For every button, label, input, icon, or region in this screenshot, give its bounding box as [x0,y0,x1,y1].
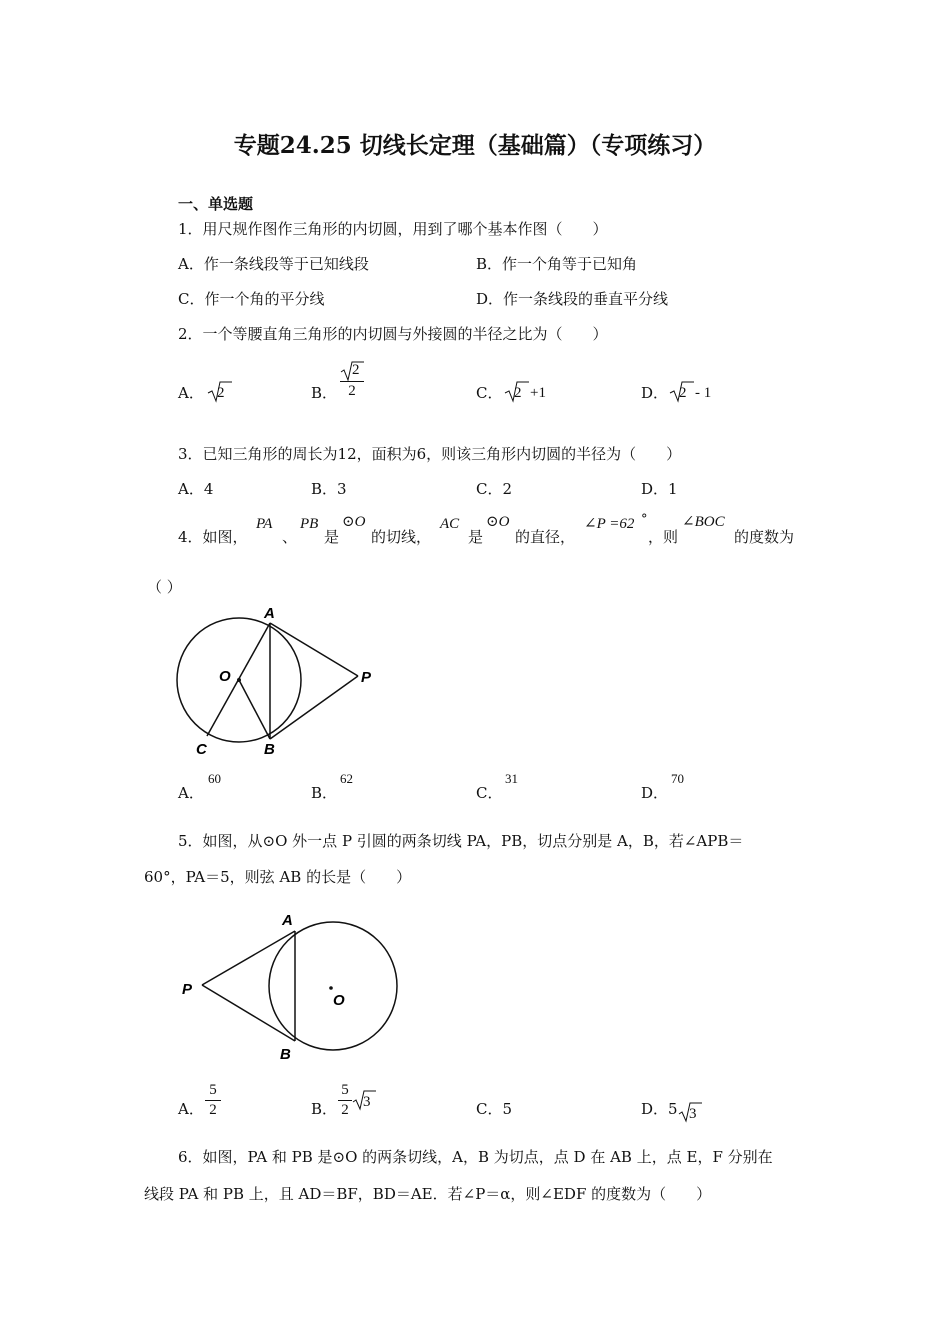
question-4-pa: PA [256,516,273,532]
question-1-option-b: B．作一个角等于已知角 [476,255,638,273]
question-6-line-1: 6．如图，PA 和 PB 是⊙O 的两条切线，A，B 为切点，点 D 在 AB 上，点 E，F 分别在 [178,1148,773,1166]
question-4-degree: ° [641,512,648,527]
fraction-numerator: 5 [341,1082,349,1098]
question-5-option-a-label: A． [178,1100,204,1118]
question-2-option-c-label: C． [476,384,503,402]
question-4-paren: （ ） [147,578,182,596]
label-b: B [280,1046,291,1063]
question-1-option-a: A．作一条线段等于已知线段 [178,255,369,273]
question-4-option-d-label: D． [641,784,669,802]
question-1-option-d: D．作一条线段的垂直平分线 [476,290,669,308]
question-6-line-2: 线段 PA 和 PB 上，且 AD＝BF，BD＝AE．若∠P＝α，则∠EDF 的度数为（ ） [144,1185,712,1203]
question-5-option-a-fraction [205,1082,221,1119]
question-4-is-2: 是 [468,528,484,546]
question-5-option-b-label: B． [311,1100,338,1118]
question-5-option-d-radicand: 3 [689,1106,697,1122]
question-2-option-c-radicand: 2 [514,385,522,401]
question-4-is-1: 是 [324,528,340,546]
radius-ob [239,680,270,739]
fraction-denominator: 2 [341,1102,349,1118]
question-2-option-b-label: B． [311,384,338,402]
section-heading: 一、单选题 [178,195,254,213]
question-4-diameter: 的直径， [515,528,576,546]
question-3-option-b: B．3 [311,480,347,498]
label-b: B [264,741,275,758]
question-2-option-d-radicand: 2 [679,385,687,401]
fraction-numerator: 2 [352,362,360,378]
tangent-pa [202,931,295,985]
question-4-circle-o-1: ⊙O [342,514,366,530]
question-1-stem: 1．用尺规作图作三角形的内切圆，用到了哪个基本作图（ ） [178,220,608,238]
question-4-circle-o-2: ⊙O [486,514,510,530]
question-4-angle-boc: ∠BOC [682,514,725,530]
question-4-option-d-value: 70 [671,771,684,786]
question-2-option-c-tail: +1 [530,385,546,401]
question-4-ac: AC [440,516,460,532]
question-5-option-c: C．5 [476,1100,513,1118]
label-o: O [333,992,345,1009]
question-3-option-c: C．2 [476,480,513,498]
circle-o [269,922,397,1050]
question-2-option-a-label: A． [178,384,204,402]
question-5-option-b-radicand: 3 [363,1094,371,1110]
label-p: P [182,981,193,998]
question-2-option-d-label: D． [641,384,669,402]
question-4-angle-p: ∠P =62 [584,516,635,532]
question-2-stem: 2．一个等腰直角三角形的内切圆与外接圆的半径之比为（ ） [178,325,608,343]
question-4-option-c-label: C． [476,784,503,802]
question-3-option-a: A．4 [178,480,214,498]
tangent-pb [202,985,295,1041]
question-4-option-b-label: B． [311,784,338,802]
question-5-figure [178,905,408,1070]
question-2-option-d-tail: - 1 [695,385,712,401]
question-4-ask: 的度数为 [734,528,795,546]
label-p: P [361,669,372,686]
question-5-option-d-label: D．5 [641,1100,678,1118]
tangent-pb [270,676,358,739]
question-4-pb: PB [300,516,319,532]
label-c: C [196,741,207,758]
question-4-tangent: 的切线， [371,528,432,546]
question-3-stem: 3．已知三角形的周长为12，面积为6，则该三角形内切圆的半径为（ ） [178,445,682,463]
question-4-separator: 、 [282,528,298,546]
question-5-line-2: 60°，PA＝5，则弦 AB 的长是（ ） [144,868,412,886]
question-4-option-c-value: 31 [505,771,518,786]
question-5-option-b-fraction [338,1082,352,1119]
label-a: A [264,605,275,622]
question-4-intro: 4．如图， [178,528,248,546]
question-5-line-1: 5．如图，从⊙O 外一点 P 引圆的两条切线 PA，PB，切点分别是 A，B，若∠APB＝ [178,832,744,850]
question-3-option-d: D．1 [641,480,678,498]
question-4-option-a-value: 60 [208,771,221,786]
label-o: O [219,668,231,685]
question-2-option-a-radicand: 2 [217,385,225,401]
question-4-option-a-label: A． [178,784,204,802]
question-4-option-b-value: 62 [340,771,353,786]
page-title: 专题24.25 切线长定理（基础篇）（专项练习） [233,132,717,159]
center-point [237,678,241,682]
label-a: A [282,912,293,929]
question-4-figure [170,600,380,760]
fraction-denominator: 2 [348,383,356,399]
fraction-numerator: 5 [209,1082,217,1098]
fraction-denominator: 2 [209,1102,217,1118]
tangent-pa [270,623,358,676]
question-4-then: ，则 [648,528,679,546]
question-1-option-c: C．作一个角的平分线 [178,290,325,308]
center-point [329,986,333,990]
question-2-option-b-fraction [340,360,364,400]
